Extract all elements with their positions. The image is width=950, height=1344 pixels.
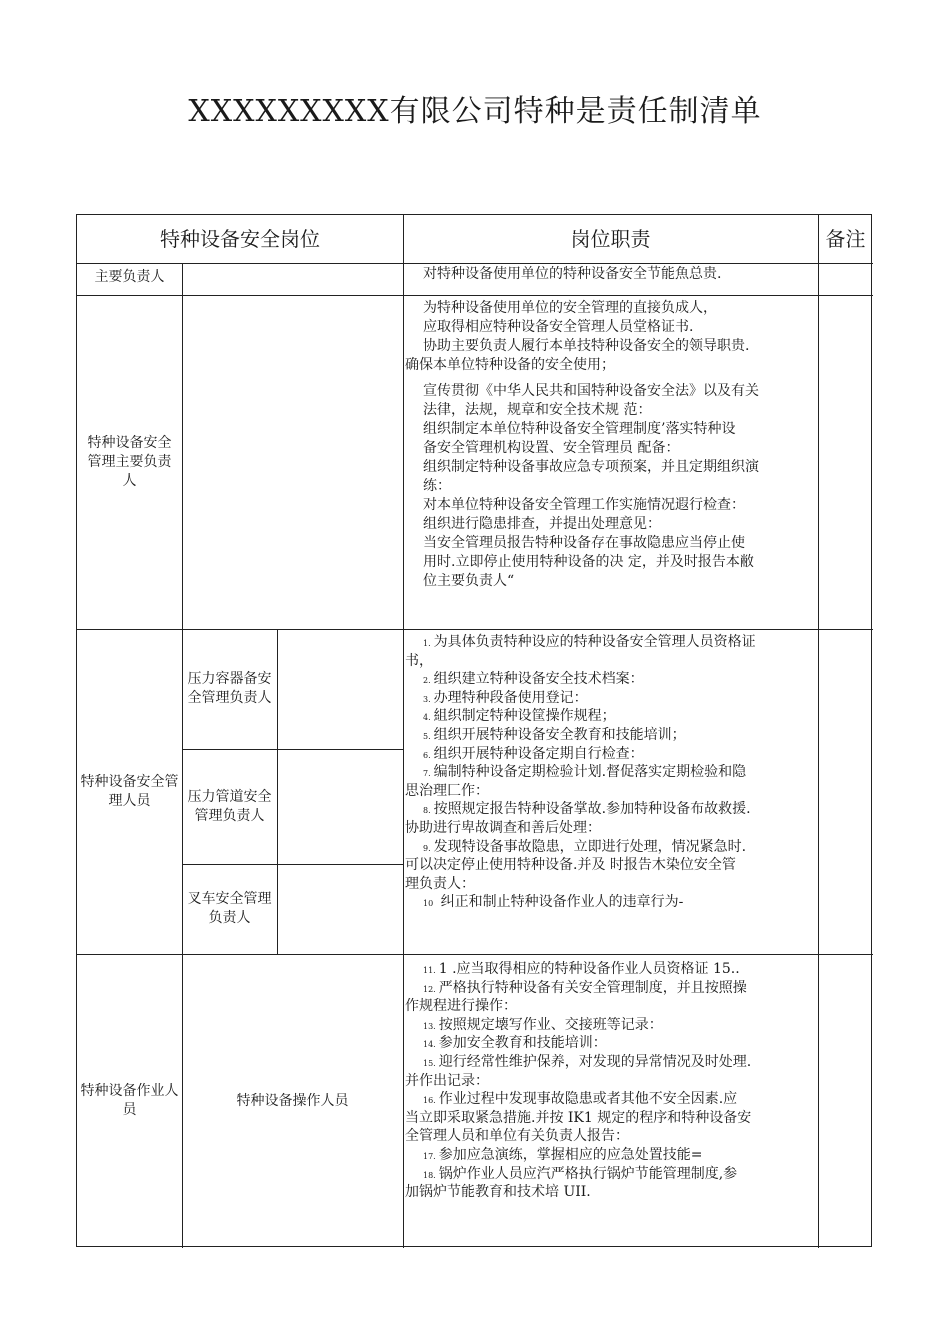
item-text: 迎行经常性维护保养，对发现的异常情况及时处理. [438,1054,752,1070]
post-managers: 特种设备安全管理人员 [80,773,179,809]
item-number: 2. [423,676,431,686]
item-number: 5. [423,732,431,741]
item-number: 3. [423,694,431,704]
post-safety-head: 特种设备安全管理主要负责人 [87,434,172,489]
item-number: 8. [423,806,431,816]
duty-line [405,1109,751,1128]
duty-line: 位主要负责人“ [423,573,515,589]
duty-line [423,893,683,913]
duty-main: 对特种设备使用单位的特种设备安全节能魚总贵. [423,266,722,282]
item-number: 9. [423,843,431,853]
item-text: 1 .应当取得相应的特种设备作业人员资格证 15.. [438,961,740,977]
duty-line [405,1127,629,1146]
duty-line [405,782,489,801]
item-number: 12. [423,984,436,994]
item-number: 7. [423,769,431,779]
duty-line [405,652,433,671]
post-main: 主要负责人 [94,268,165,285]
header-post: 特种设备安全岗位 [160,226,320,251]
item-text: 加锅炉节能教育和技术培 UII. [405,1184,591,1201]
item-text: 按照规定壊写作业、交接班等记录： [438,1016,663,1033]
sub-post-operator: 特种设备操作人员 [236,1092,349,1109]
duty-line [423,979,747,999]
duty-line [405,1072,489,1091]
item-text: 编制特种设备定期检验计划.督促落实定期检验和隐 [433,764,747,781]
duty-line [423,1034,607,1054]
item-text: 锅炉作业人员应汽严格执行锅炉节能管理制度,参 [438,1165,738,1182]
duty-line [423,1146,702,1166]
duty-line [423,745,644,765]
item-number: 10 [423,899,434,909]
duty-line [423,763,746,783]
item-text: 组织开展特种设备定期自行检查： [433,745,644,762]
intro-line: 为特种设备使用单位的安全管理的直接负成人， [423,300,717,316]
duty-line: 宣传贯彻《中华人民共和国特种设备安全法》以及有关 [423,383,759,399]
item-text: 作业过程中发现事故隐患或者其他不安全因素.应 [438,1091,738,1108]
duty-line: 组织进行隐患排查，并提出处理意见： [423,516,661,532]
duty-line [423,1090,737,1110]
item-text: 当立即采取紧急措施.并按 IK1 规定的程序和特种设备安 [405,1109,752,1126]
duty-line: 组织制定特种设备事故应急专项预案，并且定期组织演 [423,459,759,475]
intro-line: 协助主要负责人履行本单技特种设备安全的领导职贵. [423,338,750,354]
item-text: 严格执行特种设备有关安全管理制度，并且按照操 [438,979,747,996]
duty-line [423,1165,737,1185]
item-text: 理负责人： [405,875,475,892]
duty-line [423,1053,751,1073]
duty-line [423,960,740,980]
item-number: 11. [423,966,436,975]
duty-line: 组织制定本单位特种设备安全管理制度’落实特种设 [423,421,736,437]
item-text: 并作出记录： [405,1072,489,1089]
duty-line [423,838,746,858]
duty-line [423,633,756,653]
duty-line [423,689,588,709]
duty-line [405,997,517,1016]
item-number: 18. [423,1170,436,1180]
page-title: XXXXXXXXX有限公司特种是责任制清单 [188,94,762,129]
item-text: 作规程进行操作： [405,998,517,1015]
duty-line: 对本单位特种设备安全管理工作实施情况遐行检查： [423,497,745,513]
item-number: 13. [423,1021,436,1031]
item-text: 办理特种段备使用登记： [433,689,588,706]
item-text: 参加应急演练，掌握相应的应急处置技能= [438,1147,703,1163]
item-text: 书， [405,652,433,669]
item-text: 組织制定特种设筐操作规程； [433,708,616,725]
duty-line [423,800,751,820]
duty-line [405,819,601,838]
duty-line [405,875,475,894]
duty-line: 练： [423,478,451,494]
responsibility-table [76,214,872,1247]
item-text: 思治理匚作： [405,782,489,799]
item-text: 组织开展特种设备安全教育和技能培训； [433,727,686,743]
duty-line [423,726,686,746]
duty-line: 当安全管理员报告特种设备存在事故隐患应当停止使 [423,535,745,551]
post-operators: 特种设备作业人员 [80,1083,179,1118]
item-text: 全管理人员和单位有关负责人报告： [405,1128,629,1145]
intro-line: 应取得相应特种设备安全管理人员堂格证书. [423,319,694,335]
item-text: 可以决定停止使用特种设备.并及 时报告木染位安全管 [405,857,736,874]
sub-post-forklift: 叉车安全管理负责人 [187,891,272,926]
duty-line: 用时.立即停止使用特种设备的决 定，并及时报告本敝 [423,554,754,570]
item-text: 为具体负责特种设应的特种设备安全管理人员资格证 [433,634,756,650]
duty-line [423,1016,663,1036]
duty-line [405,856,736,875]
intro-line: 确保本单位特种设备的安全使用； [405,357,615,373]
duty-line [423,670,644,690]
item-text: 纠正和制止特种设备作业人的违章行为- [436,894,684,911]
item-number: 15. [423,1059,436,1068]
item-number: 16. [423,1096,436,1106]
header-remark: 备注 [825,226,866,251]
item-number: 6. [423,750,431,760]
item-number: 17. [423,1152,436,1161]
item-number: 14. [423,1040,436,1050]
sub-post-pressure-vessel: 压力容器备安全管理负责人 [187,671,272,706]
duty-line [405,1183,591,1202]
item-text: 组织建立特种设备安全技术档案： [433,671,644,688]
item-text: 参加安全教育和技能培训： [438,1035,607,1052]
header-duty: 岗位职责 [570,226,651,251]
item-text: 发现特设备事故隐患，立即进行处理，情况紧急时. [433,838,747,855]
sub-post-pressure-pipe: 压力管道安全管理负责人 [187,788,272,824]
duty-line [423,707,616,727]
item-text: 按照规定报告特种设备掌故.参加特种设备布故救援. [433,801,751,818]
duty-line: 法律，法规，规章和安全技术规 范： [423,402,652,418]
item-text: 协助进行卑故调查和善后处理： [405,820,601,836]
duty-line: 备安全管理机构设置、安全管理员 配备： [423,440,680,456]
item-number: 4. [423,713,431,723]
item-number: 1. [423,639,431,648]
